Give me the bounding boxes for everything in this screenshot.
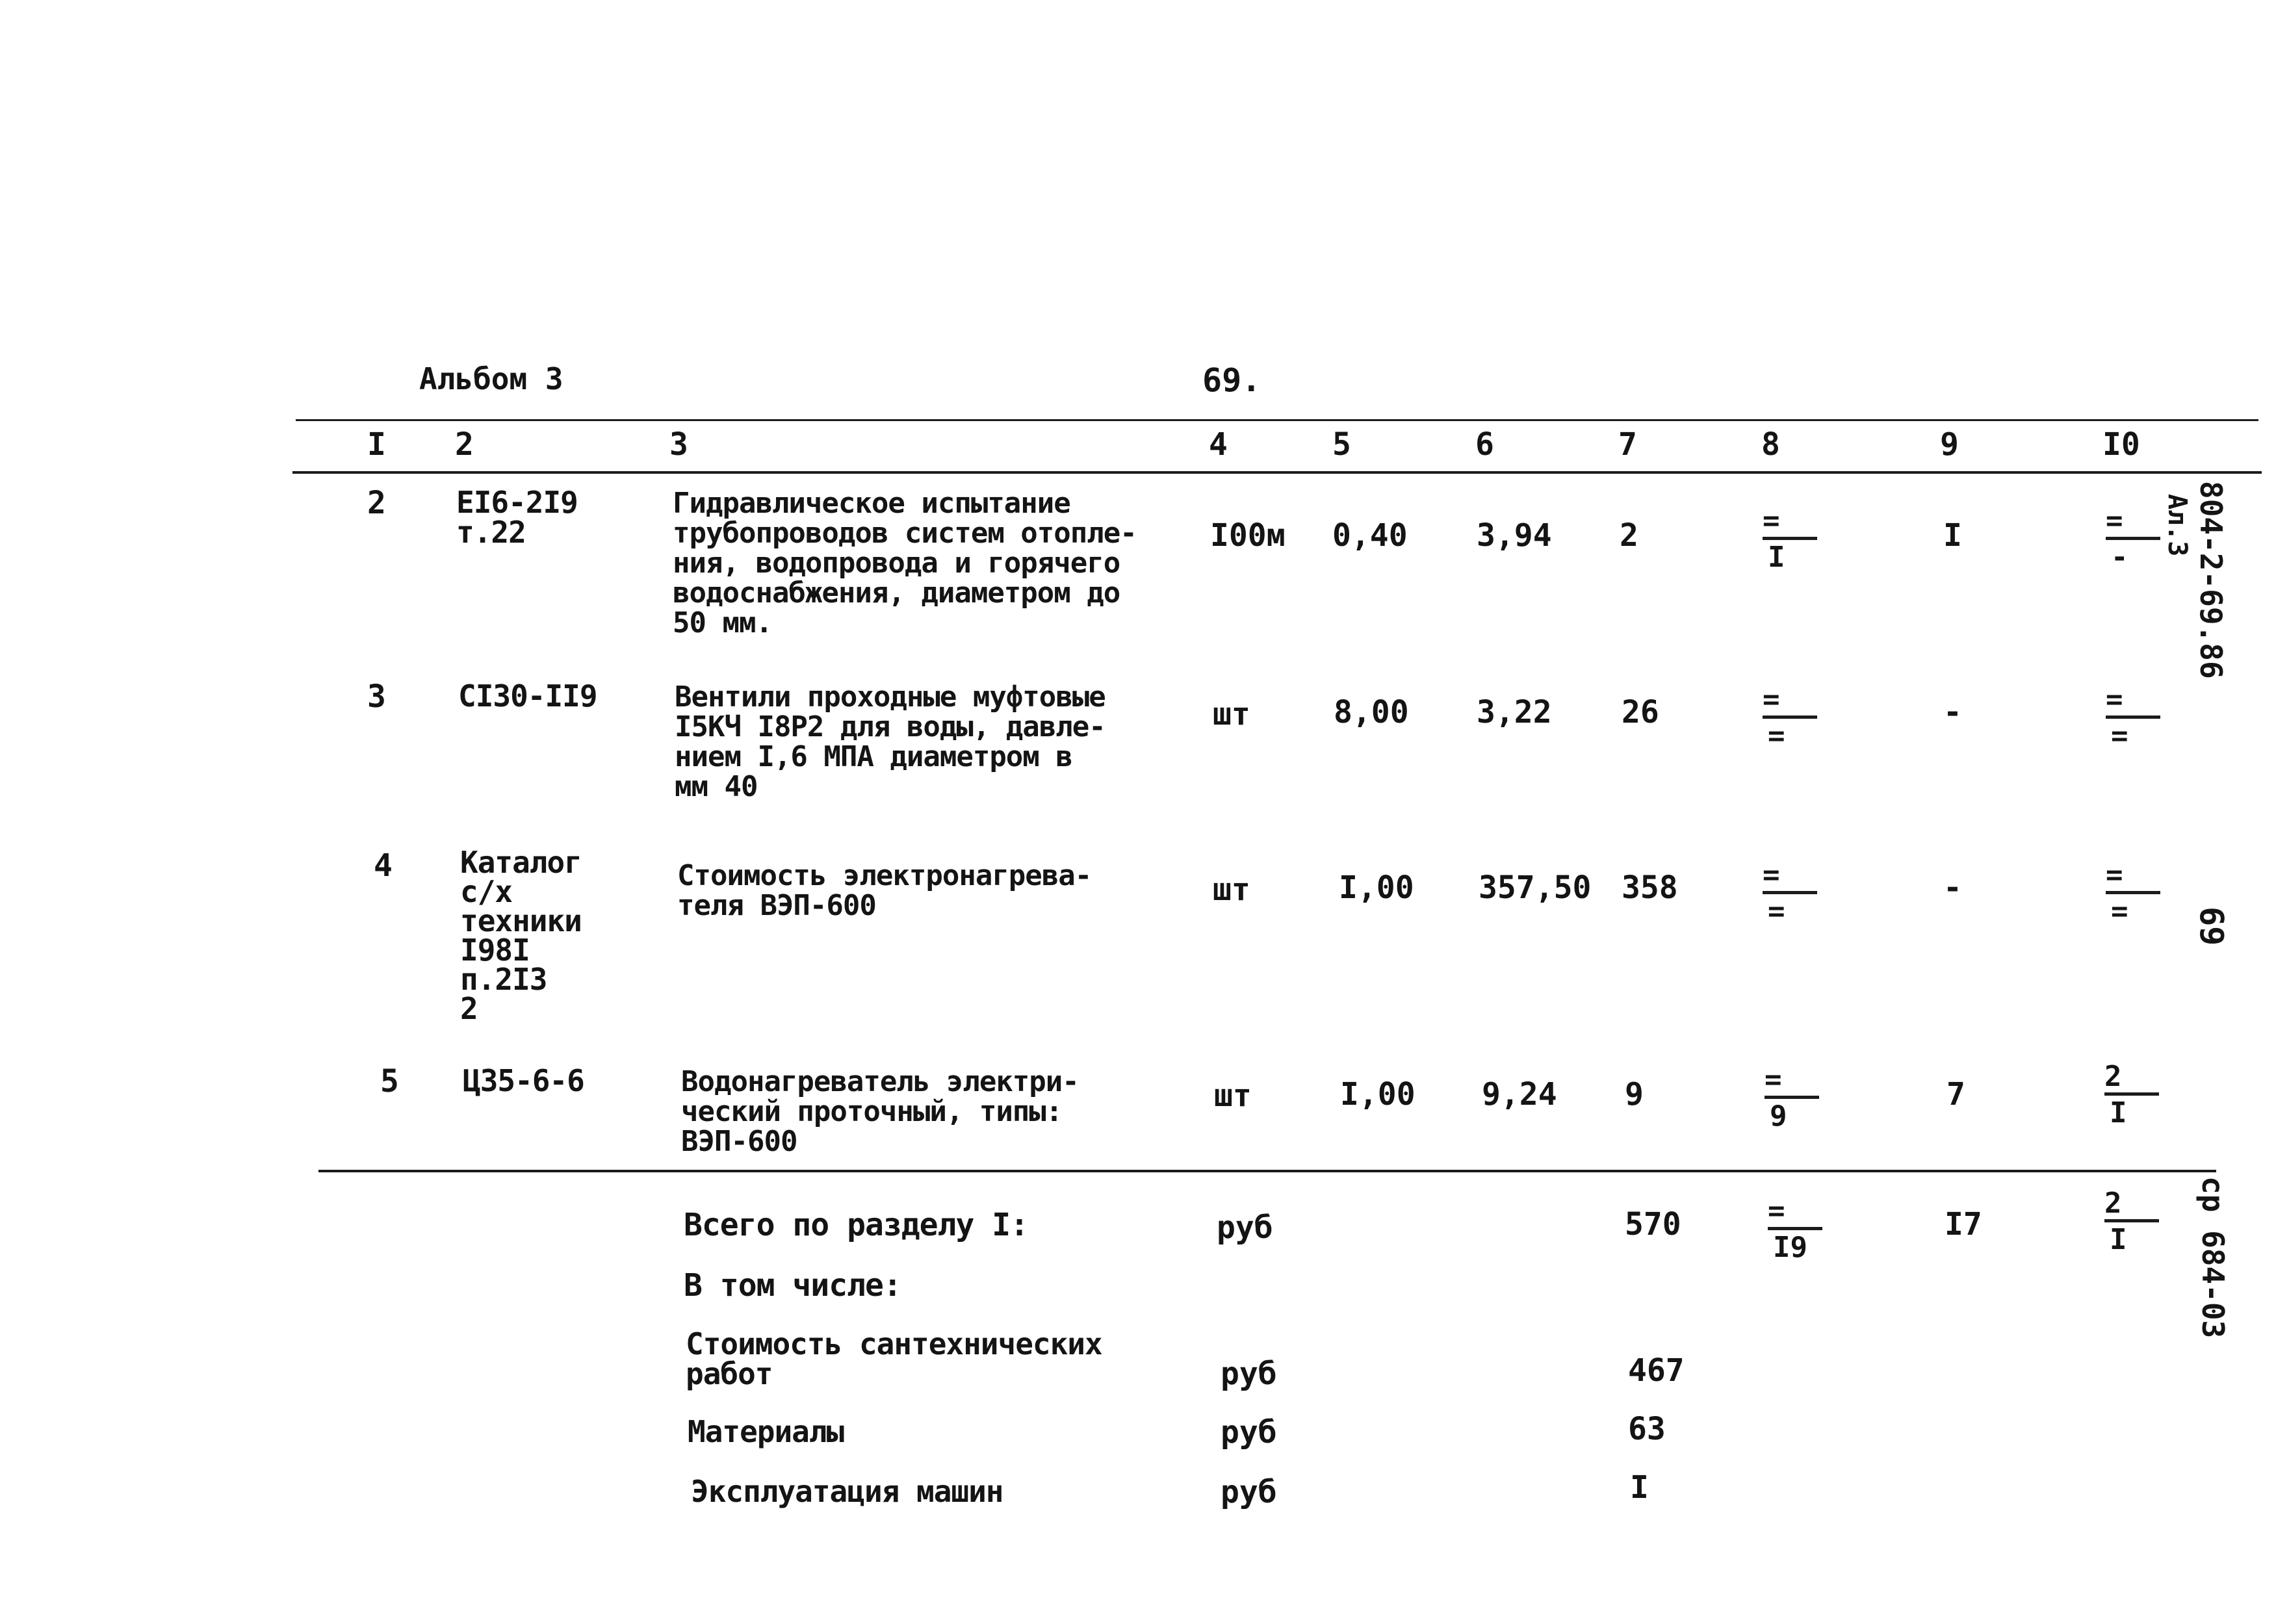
fraction-numerator: = — [2106, 683, 2123, 716]
row-description: Гидравлическое испытание трубопроводов систем отопле- ния, водопровода и горячего водоснабжения, диаметром до 50 мм. — [673, 487, 1137, 639]
row-col9: - — [1943, 870, 1962, 906]
row-unit: шт — [1213, 871, 1250, 908]
row-description: Вентили проходные муфтовые I5КЧ I8Р2 для воды, давле- нием I,6 МПА диаметром в мм 40 — [675, 680, 1106, 803]
row-col8-fraction — [1763, 683, 1821, 753]
margin-album-ref: Ал.3 — [2162, 494, 2192, 557]
fraction-denominator: I — [1768, 541, 1785, 574]
total-value: 570 — [1625, 1206, 1681, 1243]
summary-item-value: I — [1630, 1469, 1649, 1506]
col-header-9: 9 — [1940, 426, 1959, 463]
row-code: Ц35-6-6 — [463, 1063, 584, 1098]
row-col10-fraction — [2106, 504, 2164, 574]
row-col9: 7 — [1946, 1076, 1965, 1113]
total-label: Всего по разделу I: — [684, 1207, 1029, 1243]
summary-item-value: 63 — [1628, 1411, 1666, 1447]
fraction-numerator: = — [1765, 1063, 1782, 1096]
margin-page-number: 69 — [2193, 907, 2231, 946]
fraction-denominator: = — [2111, 719, 2128, 753]
summary-item-unit: руб — [1221, 1356, 1277, 1392]
table-top-rule — [296, 419, 2258, 421]
row-total: 9 — [1625, 1076, 1644, 1113]
summary-item-value: 467 — [1628, 1352, 1685, 1389]
row-quantity: 0,40 — [1332, 517, 1408, 554]
row-col10-fraction — [2106, 683, 2164, 753]
row-price: 3,22 — [1477, 694, 1552, 730]
row-price: 9,24 — [1482, 1076, 1557, 1113]
total-col8-fraction — [1768, 1194, 1826, 1264]
row-unit: шт — [1213, 696, 1250, 732]
summary-item-unit: руб — [1221, 1414, 1277, 1450]
col-header-4: 4 — [1209, 426, 1228, 463]
table-bottom-rule — [318, 1170, 2216, 1172]
row-code: Каталог с/х техники I98I п.2I3 2 — [460, 845, 582, 1026]
fraction-bar — [1768, 1227, 1822, 1230]
row-number: 4 — [374, 847, 393, 884]
fraction-denominator: - — [2111, 541, 2128, 574]
row-quantity: I,00 — [1340, 1076, 1416, 1113]
row-code: CI30-II9 — [458, 678, 597, 714]
page-number: 69. — [1202, 361, 1261, 399]
fraction-bar — [2106, 537, 2160, 540]
row-number: 5 — [380, 1063, 399, 1100]
row-col9: I — [1943, 517, 1962, 554]
fraction-numerator: 2 — [2104, 1060, 2122, 1093]
row-col8-fraction — [1763, 858, 1821, 928]
row-code: EI6-2I9 т.22 — [456, 485, 578, 550]
row-total: 2 — [1620, 517, 1638, 554]
fraction-denominator: 9 — [1770, 1100, 1787, 1133]
row-col10-fraction — [2104, 1060, 2163, 1129]
summary-item-label: Стоимость сантехнических работ — [686, 1326, 1102, 1391]
fraction-bar — [2104, 1092, 2159, 1096]
margin-ref-code: ср 684-03 — [2195, 1176, 2231, 1339]
fraction-numerator: = — [1763, 504, 1780, 537]
fraction-numerator: 2 — [2104, 1187, 2122, 1220]
summary-item-label: Эксплуатация машин — [691, 1474, 1003, 1509]
fraction-bar — [2104, 1219, 2159, 1222]
row-col10-fraction — [2106, 858, 2164, 928]
row-number: 3 — [367, 678, 386, 715]
row-unit: I00м — [1210, 517, 1286, 554]
total-col9: I7 — [1945, 1206, 1982, 1243]
row-unit: шт — [1214, 1077, 1252, 1114]
row-price: 3,94 — [1477, 517, 1552, 554]
album-label: Альбом 3 — [419, 361, 563, 396]
col-header-8: 8 — [1761, 426, 1780, 463]
fraction-denominator: = — [1768, 719, 1785, 753]
total-unit: руб — [1217, 1209, 1273, 1246]
summary-item-unit: руб — [1221, 1474, 1277, 1510]
fraction-denominator: I — [2110, 1096, 2127, 1129]
row-total: 358 — [1622, 870, 1678, 906]
including-label: В том числе: — [684, 1267, 901, 1304]
row-total: 26 — [1622, 694, 1659, 730]
col-header-10: I0 — [2102, 426, 2140, 463]
margin-doc-code: 804-2-69.86 — [2193, 481, 2229, 679]
total-col10-fraction — [2104, 1189, 2163, 1254]
col-header-1: I — [367, 426, 386, 463]
fraction-bar — [1763, 715, 1817, 719]
row-quantity: I,00 — [1339, 870, 1414, 906]
fraction-denominator: I9 — [1773, 1231, 1807, 1264]
fraction-denominator: I — [2110, 1223, 2127, 1256]
fraction-bar — [2106, 891, 2160, 894]
fraction-denominator: = — [1768, 895, 1785, 928]
col-header-7: 7 — [1618, 426, 1637, 463]
row-description: Водонагреватель электри- ческий проточный, типы: ВЭП-600 — [681, 1065, 1079, 1158]
fraction-numerator: = — [2106, 504, 2123, 537]
fraction-bar — [1763, 537, 1817, 540]
fraction-denominator: = — [2111, 895, 2128, 928]
fraction-bar — [1765, 1096, 1819, 1099]
row-quantity: 8,00 — [1334, 694, 1409, 730]
col-header-3: 3 — [669, 426, 688, 463]
row-col8-fraction — [1763, 504, 1821, 574]
summary-item-label: Материалы — [688, 1414, 844, 1449]
row-price: 357,50 — [1479, 870, 1592, 906]
row-description: Стоимость электронагрева- теля ВЭП-600 — [677, 859, 1092, 922]
col-header-2: 2 — [455, 426, 474, 463]
col-header-5: 5 — [1332, 426, 1351, 463]
row-number: 2 — [367, 485, 386, 521]
row-col9: - — [1943, 694, 1962, 730]
fraction-numerator: = — [2106, 858, 2123, 892]
fraction-numerator: = — [1763, 858, 1780, 892]
row-col8-fraction — [1765, 1063, 1823, 1133]
fraction-numerator: = — [1763, 683, 1780, 716]
fraction-bar — [1763, 891, 1817, 894]
header-bottom-rule — [292, 471, 2262, 474]
col-header-6: 6 — [1475, 426, 1494, 463]
fraction-numerator: = — [1768, 1194, 1785, 1228]
fraction-bar — [2106, 715, 2160, 719]
